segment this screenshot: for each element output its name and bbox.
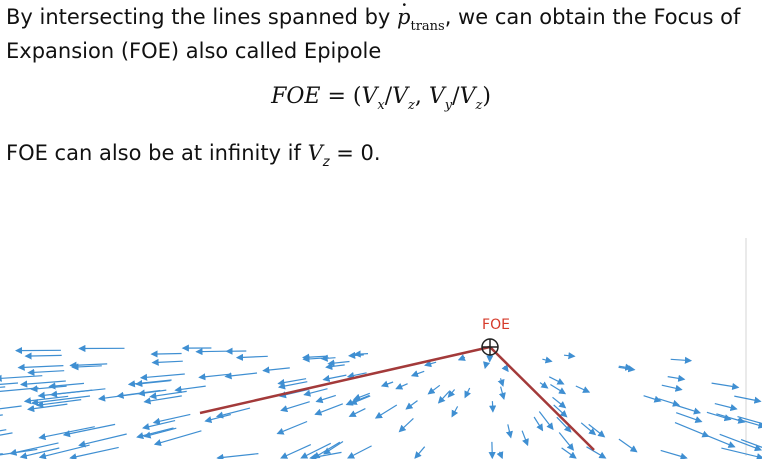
- flow-arrow: [176, 386, 206, 390]
- flow-arrow: [25, 396, 68, 401]
- flow-arrow: [540, 383, 548, 388]
- flow-arrow: [21, 381, 66, 385]
- flow-arrow: [661, 450, 687, 458]
- flow-arrow: [217, 408, 250, 416]
- flow-arrow: [720, 434, 761, 450]
- flow-arrow: [0, 388, 38, 392]
- flow-arrow: [707, 412, 731, 419]
- flow-arrow: [644, 396, 661, 401]
- flow-arrow: [734, 396, 760, 401]
- p-dot-symbol: · p: [397, 2, 410, 33]
- flow-arrow: [492, 401, 493, 412]
- flow-arrow: [70, 447, 118, 458]
- flow-arrow: [303, 356, 328, 357]
- flow-arrow: [715, 404, 737, 409]
- foe-marker: [482, 339, 498, 355]
- flow-arrow: [0, 433, 13, 441]
- flow-arrow: [355, 354, 368, 355]
- flow-arrow: [0, 415, 3, 420]
- flow-arrow: [668, 377, 685, 380]
- flow-arrow: [278, 422, 308, 434]
- flow-arrow: [564, 355, 574, 356]
- eq-vx-sub: x: [377, 98, 385, 113]
- infinity-vz-sub: z: [322, 155, 330, 170]
- flow-arrow: [581, 423, 595, 435]
- flow-arrow: [0, 383, 18, 386]
- eq-vz1-sub: z: [408, 98, 415, 113]
- eq-vz2: V: [459, 84, 476, 109]
- flow-arrow: [396, 384, 407, 389]
- flow-arrow: [576, 386, 589, 392]
- flow-arrow: [549, 377, 563, 384]
- flow-arrow: [50, 383, 85, 386]
- flow-arrow: [317, 395, 336, 401]
- flow-arrow: [28, 404, 67, 409]
- flow-arrow: [671, 359, 691, 360]
- flow-arrow: [315, 404, 342, 415]
- flow-arrow: [139, 390, 167, 394]
- flow-arrow: [348, 446, 372, 458]
- infinity-vz: V: [307, 141, 323, 165]
- eq-slash-2: /: [452, 84, 460, 109]
- flow-arrow: [705, 435, 735, 447]
- flow-arrow: [500, 452, 503, 458]
- flow-arrow: [152, 354, 182, 355]
- flow-arrow: [675, 423, 708, 437]
- flow-arrow: [26, 355, 62, 356]
- flow-arrow: [429, 385, 440, 394]
- flow-arrow: [0, 387, 5, 391]
- flow-arrow: [0, 430, 6, 438]
- infinity-equals-zero: = 0.: [329, 141, 381, 165]
- optical-flow-figure: [0, 230, 762, 459]
- flow-arrow: [199, 374, 230, 377]
- flow-arrow: [64, 424, 115, 435]
- flow-arrow: [281, 402, 309, 411]
- infinity-text: FOE can also be at infinity if: [6, 141, 308, 165]
- flow-arrow: [415, 447, 425, 458]
- flow-arrow: [676, 413, 701, 422]
- flow-arrow: [226, 373, 257, 377]
- flow-arrow: [310, 452, 341, 458]
- eq-vy-sub: y: [444, 98, 453, 113]
- flow-arrow: [153, 361, 183, 362]
- flow-arrow: [619, 439, 637, 452]
- flow-arrow: [522, 431, 528, 445]
- flow-arrow: [501, 378, 504, 385]
- flow-arrow: [459, 357, 465, 360]
- flow-arrow: [73, 366, 102, 367]
- infinity-paragraph: [6, 138, 381, 172]
- trans-subscript: trans: [410, 19, 445, 34]
- flow-arrow: [0, 449, 37, 458]
- eq-vy: V: [428, 84, 445, 109]
- flow-arrow: [137, 428, 173, 437]
- flow-arrow: [662, 385, 682, 389]
- flow-arrow: [28, 371, 64, 373]
- foe-line-right: [490, 347, 594, 450]
- flow-arrow: [197, 351, 227, 352]
- foe-label: FOE: [482, 317, 510, 333]
- eq-comma: ,: [414, 84, 429, 109]
- flow-arrow: [0, 376, 42, 379]
- flow-arrow: [51, 389, 105, 395]
- eq-lhs: FOE: [271, 84, 321, 109]
- flow-arrow: [263, 368, 289, 371]
- flow-arrow: [155, 431, 201, 445]
- flow-arrow: [37, 400, 81, 406]
- flow-arrow: [712, 383, 739, 387]
- flow-arrow: [485, 363, 486, 368]
- eq-close: ): [482, 84, 491, 109]
- flow-arrow: [559, 433, 573, 450]
- flow-arrow: [659, 399, 679, 405]
- flow-arrow: [141, 374, 185, 378]
- flow-arrow: [501, 387, 504, 399]
- flow-arrow: [350, 409, 366, 417]
- flow-arrow: [741, 440, 762, 455]
- flow-arrow: [237, 356, 268, 357]
- flow-arrow: [0, 406, 22, 411]
- eq-vx: V: [361, 84, 378, 109]
- flow-arrow: [347, 395, 370, 404]
- flow-arrow: [587, 447, 606, 458]
- intro-text-end: , we can obtain the Focus of: [444, 5, 741, 29]
- flow-arrow: [721, 448, 762, 458]
- flow-arrow: [534, 417, 542, 430]
- flow-arrow: [406, 401, 417, 409]
- flow-arrow: [136, 381, 170, 385]
- eq-slash-1: /: [384, 84, 393, 109]
- flow-arrow: [79, 434, 126, 445]
- flow-arrow: [550, 385, 565, 394]
- flow-arrow: [452, 406, 458, 416]
- flow-arrow: [349, 355, 364, 356]
- flow-arrow: [324, 442, 343, 454]
- flow-arrow: [448, 390, 454, 397]
- flow-arrow: [145, 396, 182, 402]
- flow-arrow: [425, 362, 436, 365]
- flow-arrow: [504, 366, 508, 371]
- flow-arrow: [412, 371, 424, 375]
- flow-arrow: [145, 428, 177, 436]
- flow-vectors: [0, 348, 762, 458]
- flow-arrow: [542, 359, 551, 361]
- flow-arrow: [400, 418, 414, 431]
- p-trans-symbol: [397, 5, 445, 34]
- flow-arrow: [21, 448, 60, 457]
- eq-equals: = (: [320, 84, 362, 109]
- flow-arrow: [675, 405, 700, 413]
- intro-paragraph: [6, 2, 756, 67]
- foe-equation: [0, 84, 762, 113]
- eq-vz2-sub: z: [475, 98, 483, 113]
- eq-vz1: V: [392, 84, 409, 109]
- flow-arrow: [19, 366, 64, 368]
- flow-arrow: [376, 405, 397, 418]
- flow-arrow: [329, 362, 350, 364]
- flow-arrow: [508, 424, 511, 437]
- flow-arrow: [206, 415, 231, 422]
- intro-text-start: By intersecting the lines spanned by: [6, 5, 398, 29]
- flow-arrow: [539, 412, 553, 430]
- flow-arrow: [218, 454, 259, 458]
- flow-arrow: [40, 427, 95, 438]
- flow-arrow: [326, 365, 344, 367]
- flow-arrow: [382, 382, 393, 386]
- flow-arrow: [439, 391, 450, 402]
- flow-arrow: [465, 388, 470, 397]
- intro-text-line2: Expansion (FOE) also called Epipole: [6, 39, 382, 63]
- flow-arrow: [324, 375, 347, 380]
